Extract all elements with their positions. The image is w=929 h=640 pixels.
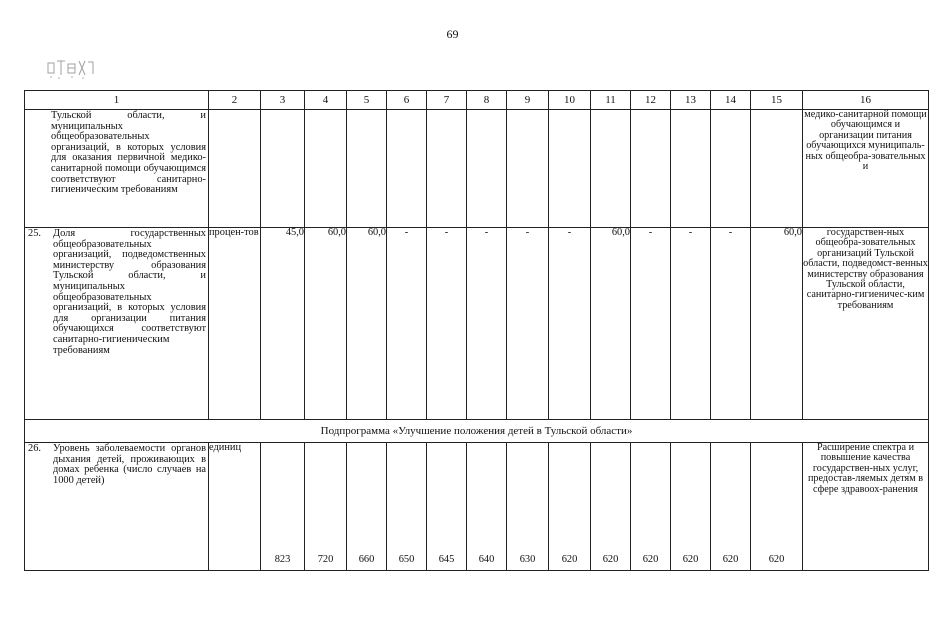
value-cell: 60,0 <box>347 228 387 420</box>
subprogram-row <box>25 420 929 443</box>
stamp-mark <box>45 55 95 81</box>
header-cell: 16 <box>803 91 929 110</box>
subprogram-title: Подпрограмма «Улучшение положения детей в Тульской области» <box>25 420 929 443</box>
value-cell: 620 <box>711 443 751 571</box>
header-cell: 2 <box>209 91 261 110</box>
value-cell: - <box>507 228 549 420</box>
page-number: 69 <box>446 27 459 41</box>
indicator-name: Уровень заболеваемости органов дыхания детей, проживающих в домах ребенка (число случаев на 1000 детей) <box>53 443 206 486</box>
value-cell: 720 <box>305 443 347 571</box>
continuation-row <box>25 110 929 228</box>
note-cell: государствен-ных общеобра-зовательных организаций Тульской области, подведомст-венных министерству образования Тульской области, санитарно-гигиеничес-ким требованиям <box>803 228 929 420</box>
value-cell: - <box>711 228 751 420</box>
header-cell: 15 <box>751 91 803 110</box>
header-cell: 4 <box>305 91 347 110</box>
note-cell: Расширение спектра и повышение качества государствен-ных услуг, предостав-ляемых детям в сфере здравоох-ранения <box>803 443 929 571</box>
value-cell: - <box>467 228 507 420</box>
header-cell: 5 <box>347 91 387 110</box>
header-cell: 13 <box>671 91 711 110</box>
value-cell: 45,0 <box>261 228 305 420</box>
row-number: 26. <box>28 443 41 454</box>
header-cell: 8 <box>467 91 507 110</box>
value-cell: 620 <box>671 443 711 571</box>
value-cell: - <box>427 228 467 420</box>
value-cell: 650 <box>387 443 427 571</box>
note-cell: медико-санитарной помощи обучающимся и организации питания обучающихся муниципаль-ных общеобра-зовательных и <box>803 110 929 228</box>
header-cell: 10 <box>549 91 591 110</box>
value-cell: 630 <box>507 443 549 571</box>
value-cell: - <box>549 228 591 420</box>
value-cell: 620 <box>751 443 803 571</box>
value-cell: 620 <box>631 443 671 571</box>
value-cell: 660 <box>347 443 387 571</box>
indicator-table <box>24 90 929 571</box>
header-cell: 3 <box>261 91 305 110</box>
unit-cell: единиц <box>209 443 261 571</box>
value-cell: 620 <box>549 443 591 571</box>
header-cell: 6 <box>387 91 427 110</box>
value-cell: - <box>671 228 711 420</box>
header-cell: 12 <box>631 91 671 110</box>
header-cell: 7 <box>427 91 467 110</box>
value-cell: 60,0 <box>591 228 631 420</box>
table-row-26 <box>25 443 929 571</box>
header-cell: 11 <box>591 91 631 110</box>
value-cell: - <box>387 228 427 420</box>
value-cell: 823 <box>261 443 305 571</box>
header-cell: 1 <box>25 91 209 110</box>
indicator-name: Тульской области, и муниципальных общеобразовательных организаций, в которых условия для оказания первичной медико-санитарной помощи обучающимся соответствуют санитарно-гигиеническим требованиям <box>51 110 206 196</box>
value-cell: 620 <box>591 443 631 571</box>
header-cell: 9 <box>507 91 549 110</box>
value-cell: 60,0 <box>751 228 803 420</box>
value-cell: 640 <box>467 443 507 571</box>
header-cell: 14 <box>711 91 751 110</box>
header-row <box>25 91 929 110</box>
unit-cell: процен-тов <box>209 228 261 420</box>
value-cell: - <box>631 228 671 420</box>
indicator-name: Доля государственных общеобразовательных организаций, подведомственных министерству образования Тульской области, и муниципальных общеобразовательных организаций, в которых условия для организации питания обучающихся соответствуют санитарно-гигиеническим требованиям <box>53 228 206 356</box>
row-number: 25. <box>28 228 41 239</box>
value-cell: 60,0 <box>305 228 347 420</box>
value-cell: 645 <box>427 443 467 571</box>
table-row-25 <box>25 228 929 420</box>
